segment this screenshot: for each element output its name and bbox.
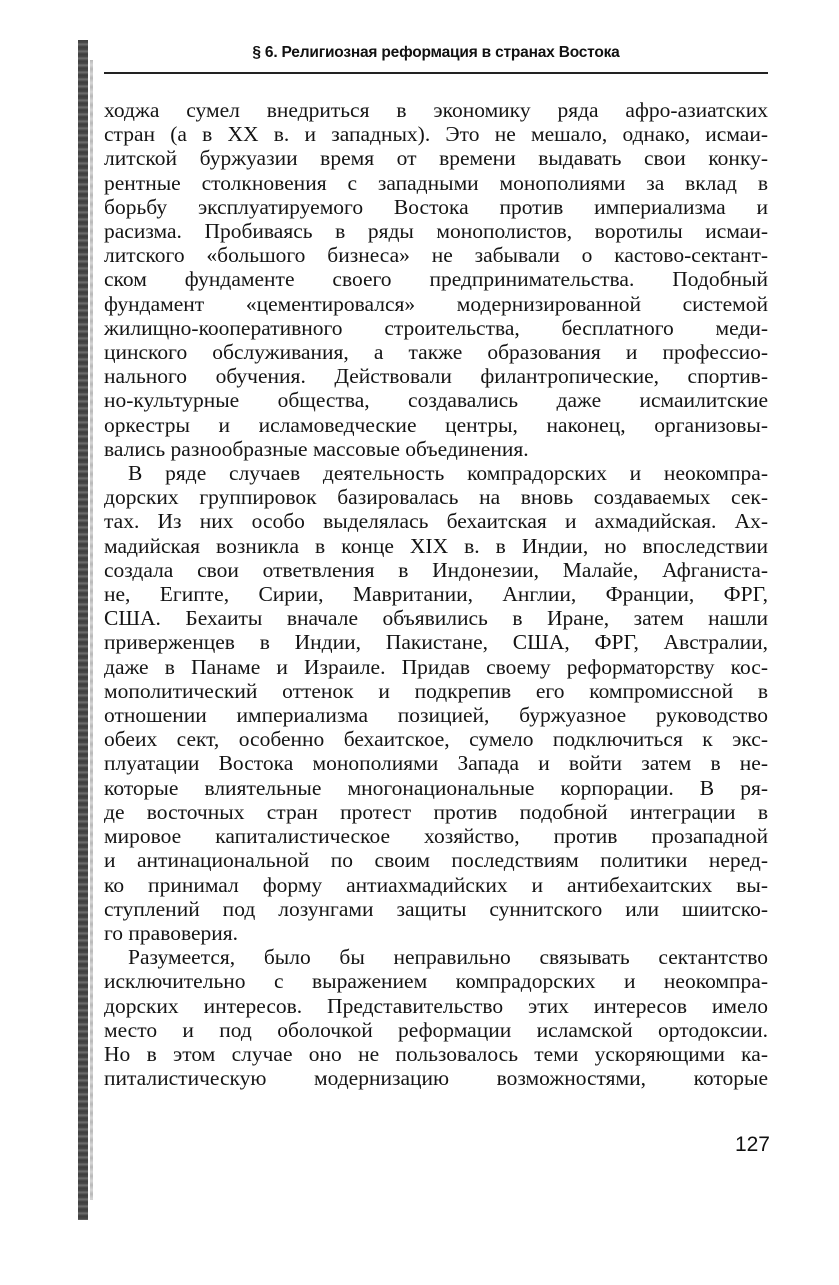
text-line: США. Бехаиты вначале объявились в Иране, затем нашли	[104, 606, 768, 631]
running-header: § 6. Религиозная реформация в странах Востока	[252, 44, 620, 61]
text-line: отношении империализма позицией, буржуазное руководство	[104, 703, 768, 728]
text-line: Разумеется, было бы неправильно связывать сектантство	[128, 945, 768, 970]
text-line: приверженцев в Индии, Пакистане, США, ФРГ, Австралии,	[104, 630, 768, 655]
text-line: литского «большого бизнеса» не забывали о кастово-сектант-	[104, 243, 768, 268]
text-line: нального обучения. Действовали филантропические, спортив-	[104, 364, 768, 389]
text-line: мополитический оттенок и подкрепив его компромиссной в	[104, 678, 768, 703]
text-line: тах. Из них особо выделялась бехаитская и ахмадийская. Ах-	[104, 509, 768, 534]
text-line: де восточных стран протест против подобной интеграции в	[104, 799, 768, 824]
header-rule	[104, 72, 768, 74]
text-line: и антинациональной по своим последствиям политики неред-	[104, 848, 768, 873]
text-line: не, Египте, Сирии, Мавритании, Англии, Франции, ФРГ,	[104, 582, 768, 607]
text-line: стран (а в XX в. и западных). Это не мешало, однако, исмаи-	[104, 122, 768, 147]
text-line: Но в этом случае оно не пользовалось теми ускоряющими ка-	[104, 1041, 768, 1066]
text-line: место и под оболочкой реформации исламской ортодоксии.	[104, 1017, 768, 1042]
text-line: литской буржуазии время от времени выдавать свои конку-	[104, 146, 768, 171]
text-line: но-культурные общества, создавались даже исмаилитские	[104, 388, 768, 413]
text-line: рентные столкновения с западными монополиями за вклад в	[104, 170, 768, 195]
paragraph	[104, 461, 768, 945]
text-line: ском фундаменте своего предпринимательства. Подобный	[104, 267, 768, 292]
text-line: дорских группировок базировалась на вновь создаваемых сек-	[104, 485, 768, 510]
text-line: расизма. Пробиваясь в ряды монополистов, воротилы исмаи-	[104, 219, 768, 244]
text-line: оркестры и исламоведческие центры, наконец, организовы-	[104, 412, 768, 437]
text-line: ко принимал форму антиахмадийских и антибехаитских вы-	[104, 872, 768, 897]
text-line: фундамент «цементировался» модернизированной системой	[104, 291, 768, 316]
text-line: создала свои ответвления в Индонезии, Малайе, Афганиста-	[104, 557, 768, 582]
text-line: которые влиятельные многонациональные корпорации. В ря-	[104, 775, 768, 800]
text-line: ступлений под лозунгами защиты суннитского или шиитско-	[104, 896, 768, 921]
paragraph	[104, 945, 768, 1090]
page-number: 127	[734, 1133, 770, 1156]
book-spine-edge	[90, 60, 93, 1200]
text-line: дорских интересов. Представительство этих интересов имело	[104, 993, 768, 1018]
text-line: мировое капиталистическое хозяйство, против прозападной	[104, 824, 768, 849]
text-line: вались разнообразные массовые объединения.	[104, 436, 529, 461]
text-line: питалистическую модернизацию возможностями, которые	[104, 1066, 768, 1091]
text-line: обеих сект, особенно бехаитское, сумело подключиться к экс-	[104, 727, 768, 752]
book-spine-shadow	[78, 40, 88, 1220]
text-line: В ряде случаев деятельность компрадорских и неокомпра-	[128, 461, 768, 486]
text-line: борьбу эксплуатируемого Востока против империализма и	[104, 194, 768, 219]
text-line: жилищно-кооперативного строительства, бесплатного меди-	[104, 315, 768, 340]
text-line: даже в Панаме и Израиле. Придав своему реформаторству кос-	[104, 654, 768, 679]
text-line: мадийская возникла в конце XIX в. в Индии, но впоследствии	[104, 533, 768, 558]
text-line: го правоверия.	[104, 920, 239, 945]
text-line: исключительно с выражением компрадорских и неокомпра-	[104, 969, 768, 994]
text-line: плуатации Востока монополиями Запада и войти затем в не-	[104, 751, 768, 776]
text-line: цинского обслуживания, а также образования и профессио-	[104, 340, 768, 365]
text-line: ходжа сумел внедриться в экономику ряда афро-азиатских	[104, 98, 768, 122]
body-text	[104, 98, 768, 1090]
paragraph	[104, 98, 768, 461]
